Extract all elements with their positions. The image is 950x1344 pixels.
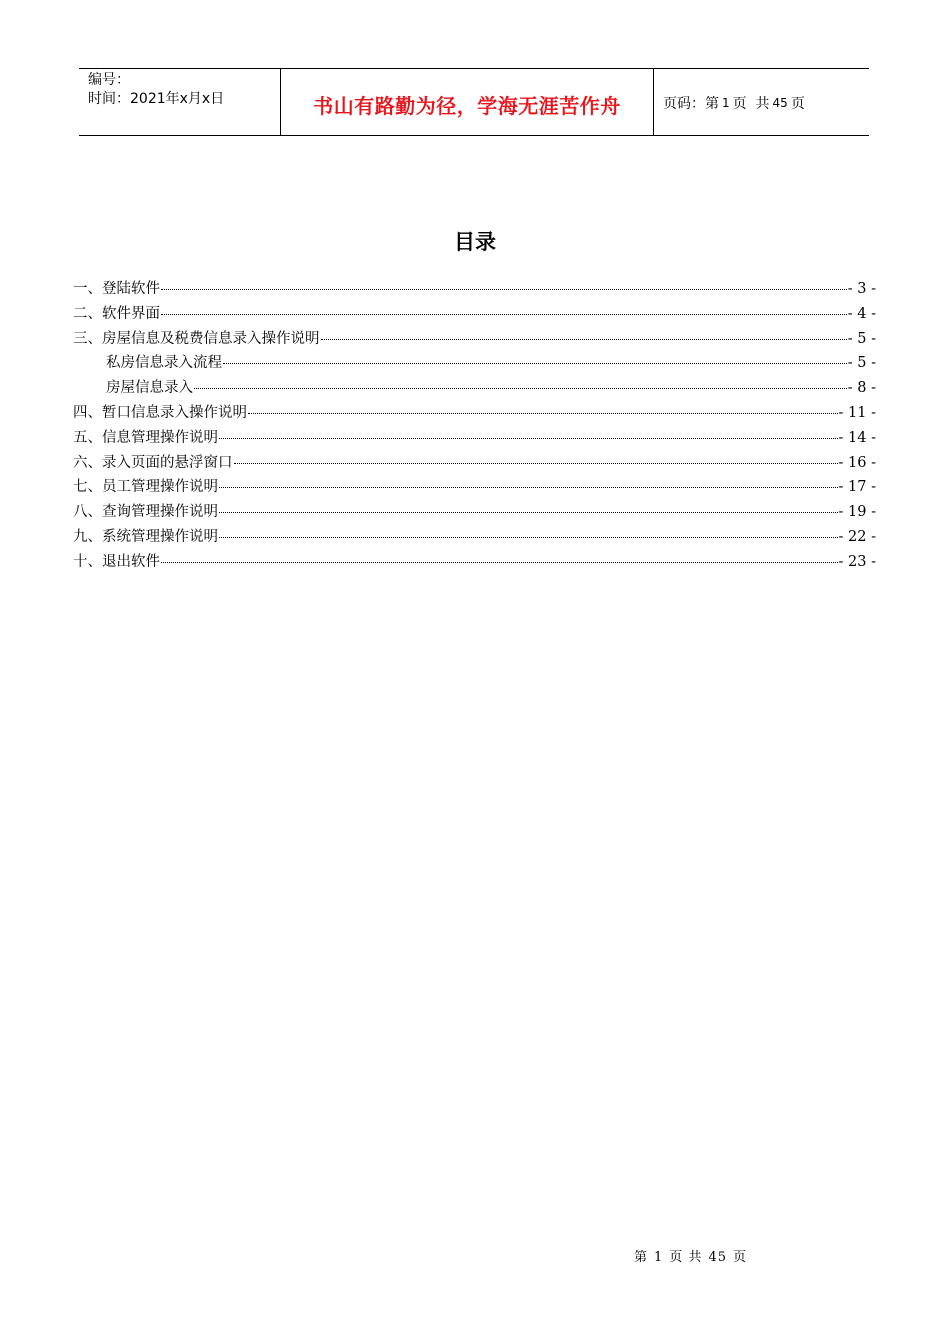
toc-entry[interactable]: [73, 302, 876, 327]
toc-title: 目录: [454, 230, 496, 254]
footer-mid: 页 共: [669, 1250, 703, 1265]
toc-entry[interactable]: [73, 500, 876, 525]
toc-entry[interactable]: [73, 327, 876, 352]
toc-entry-label: 私房信息录入流程: [106, 355, 222, 372]
footer-prefix: 第: [634, 1250, 649, 1265]
toc-dot-leader: [194, 388, 847, 389]
table-of-contents: [73, 277, 876, 575]
document-number-label: 编号：: [88, 72, 130, 88]
toc-subentry[interactable]: [73, 376, 876, 401]
header-meta-cell: [79, 69, 281, 135]
toc-dot-leader: [219, 537, 838, 538]
footer-current-page: 1: [654, 1250, 664, 1265]
toc-dot-leader: [219, 438, 838, 439]
toc-entry-page: - 19 -: [838, 504, 876, 521]
toc-entry-label: 九、系统管理操作说明: [73, 528, 218, 545]
toc-entry[interactable]: [73, 525, 876, 550]
toc-dot-leader: [234, 463, 838, 464]
toc-entry-label: 三、房屋信息及税费信息录入操作说明: [73, 330, 320, 347]
toc-entry-page: - 11 -: [838, 404, 876, 421]
toc-dot-leader: [223, 363, 847, 364]
toc-entry-page: - 4 -: [847, 305, 876, 322]
toc-entry-label: 五、信息管理操作说明: [73, 429, 218, 446]
toc-entry-page: - 16 -: [838, 454, 876, 471]
header-motto: 书山有路勤为径，学海无涯苦作舟: [313, 93, 621, 118]
toc-entry-page: - 8 -: [847, 380, 876, 397]
toc-entry-label: 七、员工管理操作说明: [73, 479, 218, 496]
toc-entry[interactable]: [73, 277, 876, 302]
header-page-total: 45: [772, 96, 788, 110]
page-footer: [634, 1246, 753, 1265]
toc-entry-page: - 5 -: [847, 355, 876, 372]
toc-entry-page: - 23 -: [838, 553, 876, 570]
toc-dot-leader: [248, 413, 838, 414]
toc-entry-page: - 5 -: [847, 330, 876, 347]
header-page-current: 1: [722, 96, 730, 110]
toc-dot-leader: [161, 289, 847, 290]
toc-entry-label: 六、录入页面的悬浮窗口: [73, 454, 233, 471]
toc-entry-page: - 22 -: [838, 528, 876, 545]
toc-entry[interactable]: [73, 451, 876, 476]
toc-dot-leader: [161, 562, 838, 563]
toc-entry-label: 二、软件界面: [73, 305, 160, 322]
toc-dot-leader: [219, 487, 838, 488]
toc-entry-page: - 17 -: [838, 479, 876, 496]
header-motto-cell: [281, 69, 654, 135]
toc-subentry[interactable]: [73, 351, 876, 376]
header-page-cell: [654, 69, 869, 135]
page-header: [79, 68, 869, 136]
toc-entry-page: - 3 -: [847, 281, 876, 297]
toc-entry[interactable]: [73, 550, 876, 575]
toc-entry-label: 四、暂口信息录入操作说明: [73, 404, 247, 421]
toc-entry[interactable]: [73, 475, 876, 500]
footer-total-pages: 45: [708, 1250, 727, 1265]
toc-entry-label: 八、查询管理操作说明: [73, 504, 218, 521]
toc-entry-label: 一、登陆软件: [73, 281, 160, 297]
toc-dot-leader: [321, 339, 847, 340]
header-page-suffix: 页: [790, 96, 805, 112]
document-date-label: 时间：2021年x月x日: [88, 91, 225, 107]
header-page-prefix: 页码：第: [663, 96, 719, 112]
header-page-mid: 页 共: [732, 96, 770, 112]
toc-entry[interactable]: [73, 401, 876, 426]
toc-entry[interactable]: [73, 426, 876, 451]
toc-dot-leader: [219, 512, 838, 513]
toc-dot-leader: [161, 314, 847, 315]
toc-entry-page: - 14 -: [838, 429, 876, 446]
footer-suffix: 页: [732, 1250, 747, 1265]
toc-entry-label: 十、退出软件: [73, 553, 160, 570]
toc-entry-label: 房屋信息录入: [106, 380, 193, 397]
